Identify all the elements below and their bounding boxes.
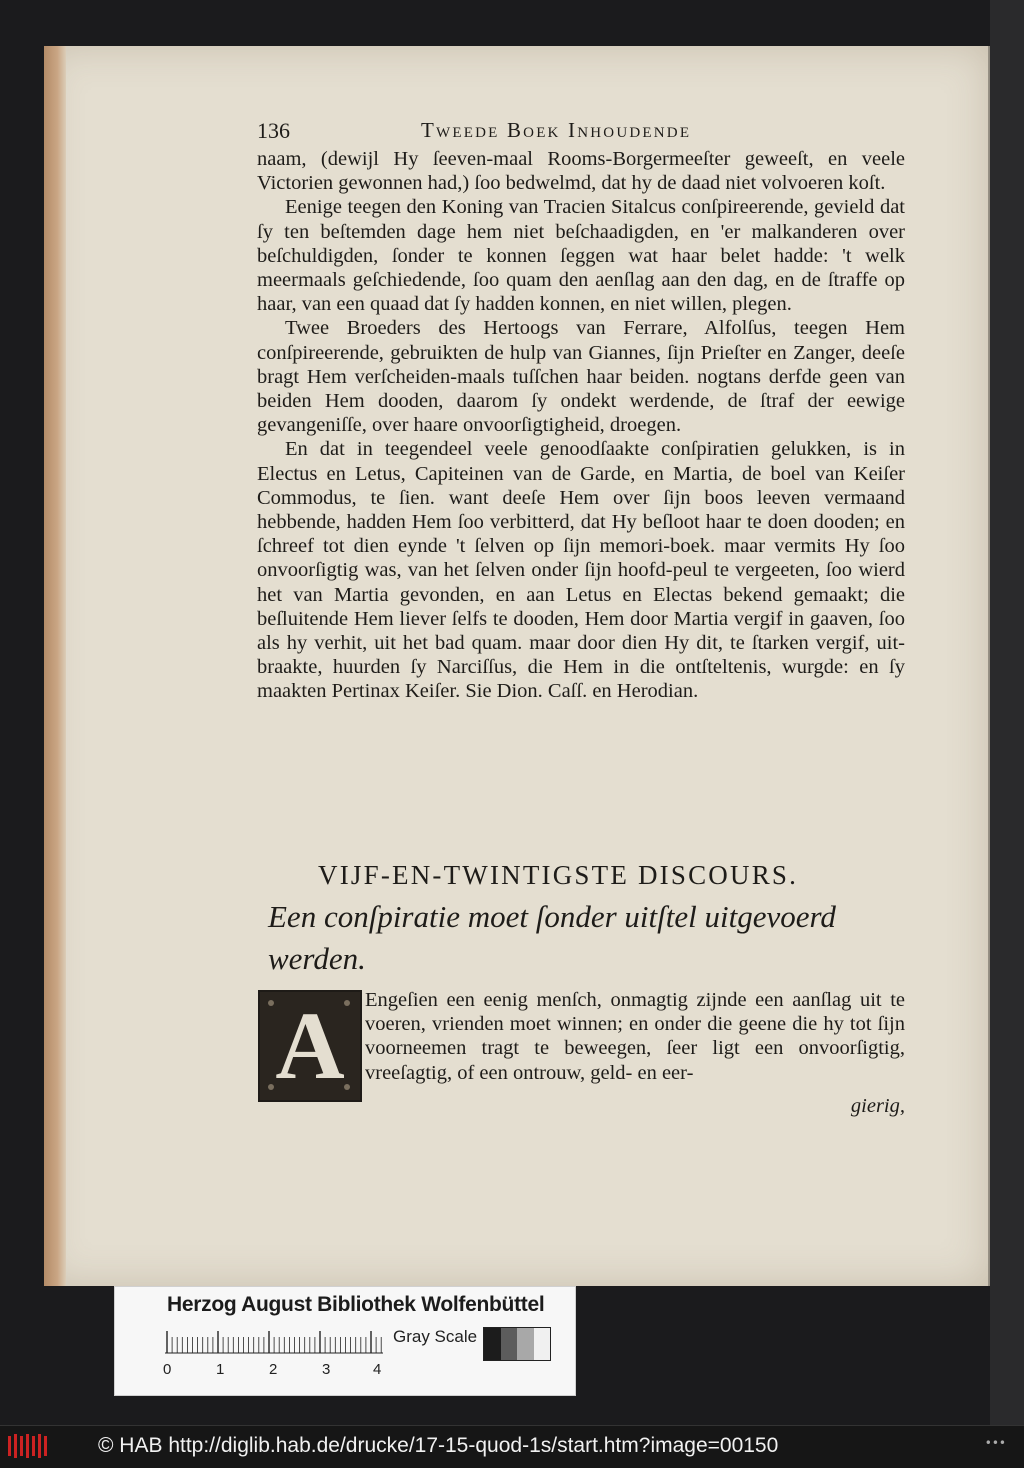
chapter-subheading [268, 896, 908, 980]
chapter-heading: VIJF-EN-TWINTIGSTE DISCOURS. [318, 860, 799, 890]
gray-swatch [534, 1328, 551, 1360]
gray-scale-swatches [483, 1327, 551, 1361]
paragraph: En dat in teegendeel veele genoodſaakte conſpiratien gelukken, is in Electus en Letus, Capiteinen van de Garde, en Martia, de boel van Keiſer Commodus, te ſien. want deeſe Hem over ſijn boos leeven vermaand hebbende, hadden Hem ſoo verbitterd, dat Hy beſloot haar te doen dooden; en ſchreef tot dien eynde 't ſelven op ſijn memori-boek. maar vermits Hy ſoo onvoorſigtig was, van het ſelven onder ſijn hoofd-peul te vergeeten, ſoo wierd het van Martia gevonden, en aan Letus en Electas bekend gemaakt; die beſluitende Hem liever ſelfs te dooden, Hem door Martia vergif in gaaven, ſoo als hy verhit, uit het bad quam. maar door dien Hy dit, te ſtarken vergif, uit-braakte, huurden ſy Narciſſus, die Hem in die ontſteltenis, wurgde: en ſy maakten Pertinax Keiſer. Sie Dion. Caſſ. en Herodian. [257, 438, 905, 703]
body-text [257, 147, 905, 704]
initial-letter: A [275, 992, 345, 1099]
decorated-initial [258, 990, 362, 1102]
paragraph: Eenige teegen den Koning van Tracien Sitalcus conſpireerende, gevield dat ſy ten beſtemden dage hem niet beſchaadigden, en 'er malkanderen over beſchuldigden, ſonder te konnen ſeggen wat haar belet hadde: 't welk meermaals geſchiedende, ſoo quam den aenſlag aan den dag, en de ſtraffe op haar, van een quaad dat ſy hadden konnen, en niet willen, plegen. [257, 196, 905, 316]
gray-swatch [517, 1328, 534, 1360]
footer-bar [0, 1425, 1024, 1468]
page-number: 136 [257, 118, 290, 143]
catchword: gierig, [850, 1095, 905, 1117]
ruler-number: 2 [269, 1361, 278, 1378]
card-title: Herzog August Bibliothek Wolfenbüttel [167, 1293, 545, 1316]
ruler-number: 1 [216, 1361, 225, 1378]
gray-scale-label: Gray Scale [393, 1327, 478, 1346]
menu-dots-icon[interactable]: ••• [984, 1436, 1006, 1450]
gray-swatch [484, 1328, 501, 1360]
ruler-number: 4 [373, 1361, 382, 1378]
opening-paragraph: Engeſien een eenig menſch, onmagtig zijnde een aanſlag uit te voeren, vrienden moet winnen; en onder die geene die hy tot ſijn voorneemen tragt te beweegen, ſeer ligt een onvoorſigtig, vreeſagtig, of een ontrouw, geld- en eer- [365, 989, 905, 1084]
library-color-card [114, 1286, 576, 1396]
hab-logo-icon [6, 1432, 50, 1460]
logo-bars [8, 1434, 47, 1458]
paragraph: Twee Broeders des Hertoogs van Ferrare, Alfolſus, teegen Hem conſpireerende, gebruikten de hulp van Giannes, ſijn Prieſter en Zanger, deeſe bragt Hem verſcheiden-maals tuſſchen haar beiden. nogtans derfde geen van beiden Hem dooden, daarom ſy ondekt werdende, de ſtraf der eewige gevangeniſſe, over haare onvoorſigtigheid, droegen. [257, 317, 905, 437]
adjacent-page-edge [990, 0, 1024, 1425]
paragraph: naam, (dewijl Hy ſeeven-maal Rooms-Borgermeeſter geweeſt, en veele Victorien gewonnen had,) ſoo bedwelmd, dat hy de daad niet volvoeren koſt. [257, 148, 905, 195]
subheading-text: Een conſpiratie moet ſonder uitſtel uitgevoerd werden. [268, 899, 836, 976]
running-title: Tweede Boek Inhoudende [421, 118, 692, 142]
ruler-number: 3 [322, 1361, 331, 1378]
ruler-number: 0 [163, 1361, 172, 1378]
footer-link[interactable]: © HAB http://diglib.hab.de/drucke/17-15-quod-1s/start.htm?image=00150 [98, 1434, 779, 1457]
page-edge [44, 46, 66, 1286]
gray-swatch [501, 1328, 518, 1360]
